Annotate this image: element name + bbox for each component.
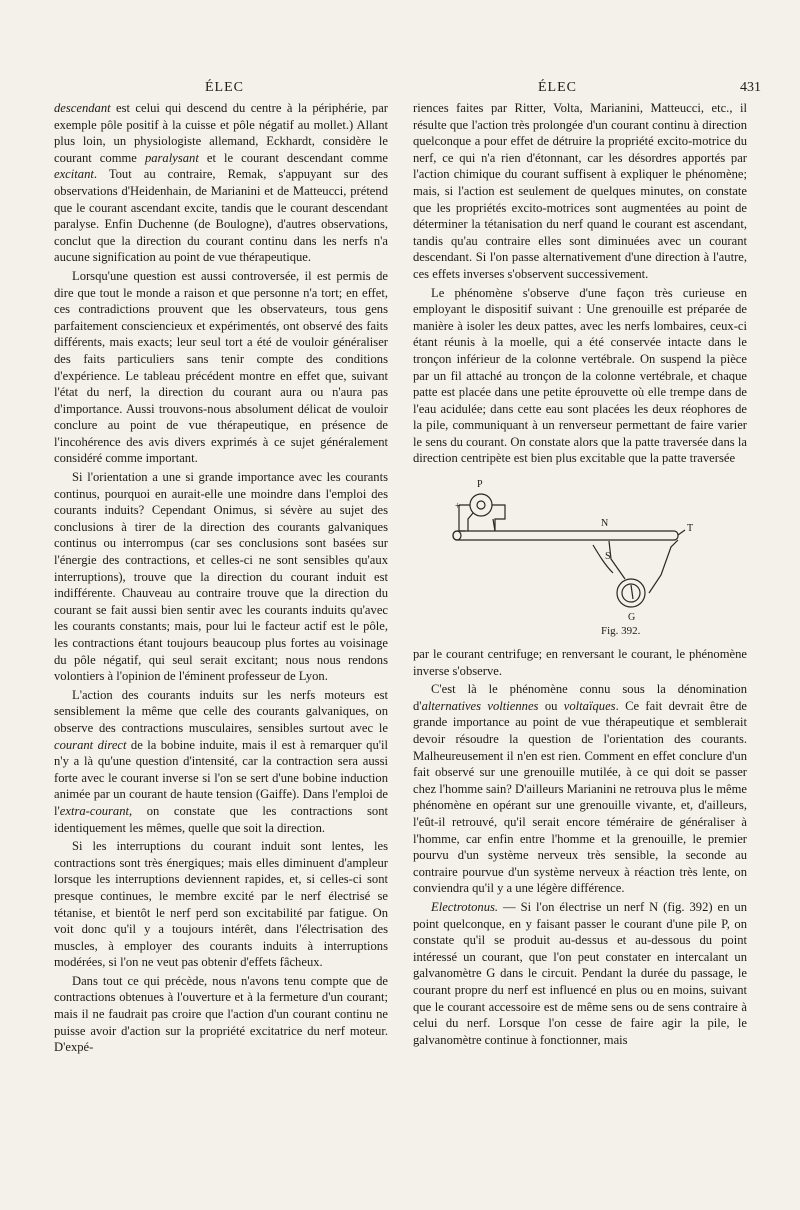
paragraph: Dans tout ce qui précède, nous n'avons tenu compte que de contractions obtenues à l'ouverture et à la fermeture d'un courant; mais il ne faudrait pas croire que l'action d'un courant continu ne puisse avoir d'action sur la propriété excitatrice du nerf moteur. D'expé- xyxy=(54,973,388,1055)
italic-term: alternatives voltiennes xyxy=(421,698,539,713)
paragraph xyxy=(413,899,747,1048)
nerf-cylinder xyxy=(453,531,678,540)
text-run: de la bobine induite, mais il est à remarquer qu'il n'y a là qu'une question d'intensité, car la contraction sera aussi forte avec le courant inverse si l'on se sert d'une bobine induction animée par un courant de haute tension (Gaiffe). Dans l'emploi de l' xyxy=(54,737,388,818)
left-column xyxy=(54,100,388,1198)
text-run: L'action des courants induits sur les nerfs moteurs est sensiblement la même que celle des courants galvaniques, on observe des contractions musculaires, sensibles surtout avec le xyxy=(54,687,388,735)
italic-term: courant direct xyxy=(54,737,127,752)
text-run: C'est là le phénomène connu sous la dénomination d' xyxy=(413,682,747,713)
figure-392 xyxy=(413,475,747,640)
galvanometer-circle xyxy=(617,579,645,607)
running-head-left: ÉLEC xyxy=(205,80,244,95)
battery-circle xyxy=(470,494,492,516)
text-run: — Si l'on électrise un nerf N (fig. 392) en un point quelconque, en y faisant passer le courant d'une pile P, on constate qu'il se produit au-dessus et au-dessous du point intéressé un courant, que l'on peut constater en intercalant un galvanomètre G dans le circuit. Pendant la durée du passage, le courant propre du nerf est influencé en plus ou en moins, suivant que le courant accessoire est de même sens ou de sens contraire à celui du nerf. Lorsque l'on cesse de faire agir la pile, le galvanomètre continue à fonctionner, mais xyxy=(413,899,747,1047)
italic-heading: Electrotonus. xyxy=(431,899,499,914)
label-s: S xyxy=(605,551,611,563)
label-g: G xyxy=(628,612,636,624)
figure-caption: Fig. 392. xyxy=(601,625,641,638)
right-column xyxy=(413,70,747,1198)
paragraph: par le courant centrifuge; en renversant le courant, le phénomène inverse s'observe. xyxy=(413,647,747,678)
text-run: ou xyxy=(538,698,564,713)
text-run: , on constate que les contractions sont identiquement les mêmes, quelle que soit la direction. xyxy=(54,803,388,835)
italic-term: excitant xyxy=(54,167,94,182)
italic-term: extra-courant xyxy=(59,803,130,818)
paragraph xyxy=(413,681,747,897)
label-plus: + xyxy=(455,501,461,513)
electrotonus-apparatus-diagram xyxy=(413,475,747,640)
label-n: N xyxy=(601,518,609,530)
label-p: P xyxy=(477,479,483,491)
text-run: . Ce fait devrait être de grande importance au point de vue thérapeutique et semblerait devoir résoudre la question de l'orientation des courants. Malheureusement il n'en est rien. Comment en effet conclure d'un fait observé sur une grenouille mutilée, à ce qui doit se passer chez l'homme sain? D'ailleurs Marianini ne retrouva plus le même phénomène en opérant sur une grenouille vivante, et, d'ailleurs, l'eût-il retrouvé, qu'il serait encore téméraire de généraliser à l'homme, car enfin entre l'homme et la grenouille, le premier pourvu d'un système nerveux très sensible, la seconde au contraire pourvue d'un système nerveux à réaction très lente, on conviendra qu'il y a une légère différence. xyxy=(413,698,747,896)
page-number: 431 xyxy=(740,80,761,95)
paragraph: Si les interruptions du courant induit sont lentes, les contractions sont très énergiques; mais elles diminuent d'ampleur lorsque les interruptions deviennent rapides, et, si celles-ci sont presque continues, le membre excité par le nerf électrisé se tétanise, et bientôt le nerf perd son excitabilité par fatigue. On voit donc qu'il y a toujours intérêt, dans l'électrisation des muscles, à employer des courants induits à interruptions modérées, si l'on ne veut pas obtenir d'effets fâcheux. xyxy=(54,839,388,970)
paragraph: Le phénomène s'observe d'une façon très curieuse en employant le dispositif suivant : Une grenouille est préparée de manière à isoler les deux pattes, avec les nerfs lombaires, ceux-ci étant réunis à la moelle, qui a été conservée intacte dans le tronçon inférieur de la colonne vertébrale. On suspend la pièce par un fil attaché au tronçon de la colonne vertébrale, et chaque patte est placée dans une petite éprouvette où elle trempe dans de l'eau acidulée; dans cette eau sont placées les deux réophores de la pile, communiquant à un renverseur permettant de faire varier le sens du courant. On constate alors que la patte traversée dans la direction centripète est bien plus excitable que la patte traversée xyxy=(413,285,747,466)
label-t: T xyxy=(687,523,694,535)
italic-term: paralysant xyxy=(144,150,199,165)
text-run: . Tout au contraire, Remak, s'appuyant sur des observations d'Heidenhain, de Marianini et de Matteucci, prétend que le courant ascendant excite, tandis que le courant descendant paralyse. Enfin Duchenne (de Boulogne), d'autres observations, conclut que la direction du courant continu dans les nerfs n'a aucune signification au point de vue thérapeutique. xyxy=(54,167,388,265)
text-run: et le courant descendant comme xyxy=(198,150,388,165)
paragraph xyxy=(54,687,388,836)
text-run: est celui qui descend du centre à la périphérie, par exemple pôle positif à la cuisse et pôle négatif au mollet.) Allant plus loin, un physiologiste allemand, Eckhardt, considère le courant comme xyxy=(54,101,388,165)
paragraph: riences faites par Ritter, Volta, Marianini, Matteucci, etc., il résulte que l'action très prolongée d'un courant continu à direction quelconque a pour effet de détruire la propriété excito-motrice du nerf, ce qui n'a rien d'étonnant, car les désordres apportés par l'action chimique du courant suffisent à expliquer le phénomène; mais, si l'action est seulement de quelques minutes, on constate que les propriétés excito-motrices sont augmentées au point de déterminer la tétanisation du nerf quand le courant est ascendant, tandis qu'au contraire elles sont diminuées avec un courant descendant. Si l'on passe alternativement d'une direction à l'autre, ces effets inverses s'observent successivement. xyxy=(413,101,747,281)
running-head-right: ÉLEC xyxy=(538,80,577,95)
italic-term: descendant xyxy=(54,101,111,115)
paragraph: Si l'orientation a une si grande importance avec les courants continus, pourquoi en aurait-elle une moindre dans l'emploi des courants induits? Cependant Onimus, si sévère au sujet des conclusions à tirer de la direction des courants galvaniques continus ou interrompus (car ses conclusions sont basées sur l'énergie des contractions, et celles-ci ne sont sensibles qu'aux interruptions), trouve que la direction du courant induit est indifférente. Chauveau au contraire trouve que la direction du courant se fait aussi bien sentir avec les courants induits qu'avec les courants constants; mais, pour lui le facteur actif est le pôle, les contractions étant toujours beaucoup plus fortes au voisinage du pôle négatif, qui seul serait excitant; nous nous rendons volontiers à l'opinion de l'éminent professeur de Lyon. xyxy=(54,470,388,684)
paragraph: Lorsqu'une question est aussi controversée, il est permis de dire que tout le monde a raison et que personne n'a tort; en effet, ces contradictions prouvent que les observateurs, tous gens parfaitement consciencieux et expérimentés, ont observé des faits différents, mais exacts; leur seul tort a été de vouloir généraliser des faits particuliers sans tenir compte des conditions d'expérience. Le tableau précédent montre en effet que, suivant l'état du nerf, la direction du courant aura ou n'aura pas d'importance. Aussi trouvons-nous absolument délicat de vouloir conclure au point de vue thérapeutique, en présence de l'incohérence des avis divers exprimés à ce sujet généralement considéré comme important. xyxy=(54,268,388,466)
italic-term: voltaïques xyxy=(563,698,616,713)
paragraph xyxy=(54,100,388,266)
